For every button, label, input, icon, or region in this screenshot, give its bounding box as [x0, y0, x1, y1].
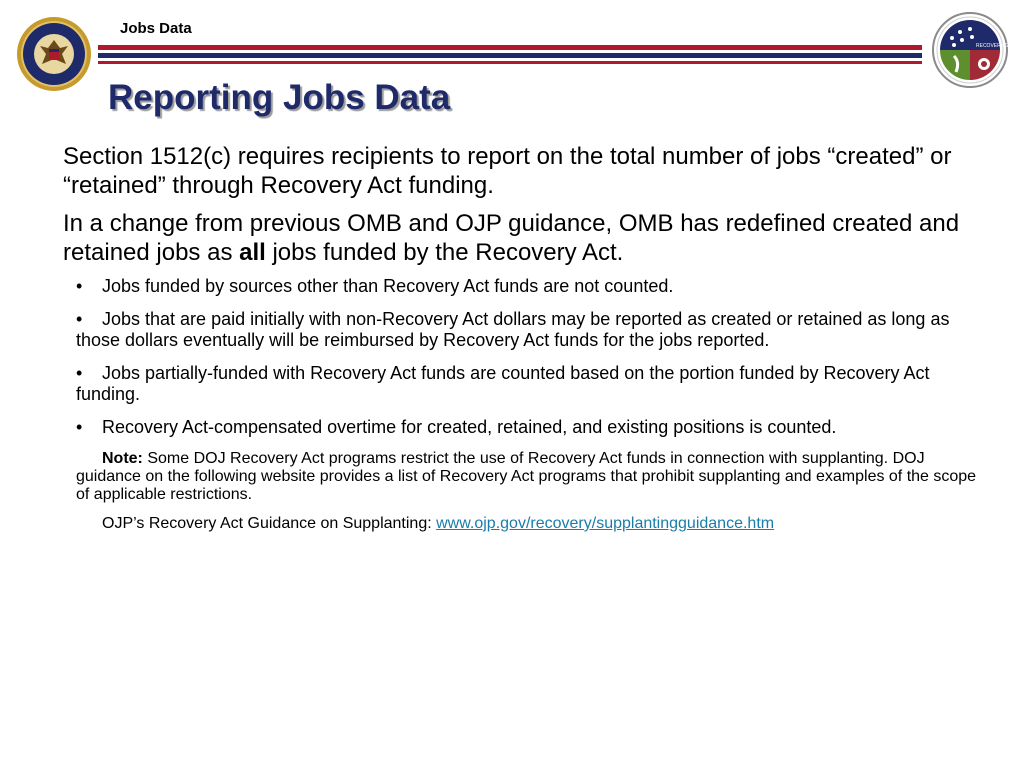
slide-body: [63, 142, 983, 544]
list-item: [76, 276, 983, 297]
reference-label: OJP’s Recovery Act Guidance on Supplanting:: [102, 515, 437, 532]
bullet-icon: •: [76, 309, 83, 329]
paragraph-omb-redefinition: [63, 209, 983, 267]
note-text: Some DOJ Recovery Act programs restrict the use of Recovery Act funds in connection with supplanting. DOJ guidance on the following website provides a list of Recovery Act programs that prohibit supplanting and examples of the scope of applicable restrictions.: [76, 450, 977, 503]
header-stripe-navy: [98, 53, 922, 58]
bullet-icon: •: [76, 417, 83, 437]
list-item-text: Jobs partially-funded with Recovery Act funds are counted based on the portion funded by Recovery Act funding.: [76, 363, 930, 404]
paragraph-text-before: In a change from previous OMB and OJP guidance, OMB has redefined created and retained jobs as: [63, 210, 960, 266]
list-item-text: Recovery Act-compensated overtime for created, retained, and existing positions is counted.: [102, 417, 837, 437]
doj-seal-icon: [16, 16, 92, 92]
supplanting-reference: [63, 515, 983, 533]
emphasis-all: all: [239, 239, 266, 266]
recovery-gov-icon: [932, 12, 1016, 88]
supplanting-guidance-link[interactable]: www.ojp.gov/recovery/supplantingguidance.htm: [436, 515, 775, 532]
list-item: [76, 363, 983, 405]
note-label: Note:: [102, 450, 143, 467]
list-item-text: Jobs funded by sources other than Recovery Act funds are not counted.: [102, 276, 674, 296]
recovery-logo-text: RECOVERY.GOV: [976, 43, 1016, 49]
list-item: [76, 309, 983, 351]
list-item-text: Jobs that are paid initially with non-Recovery Act dollars may be reported as created or retained as long as those dollars eventually will be reimbursed by Recovery Act funds for the jobs reported.: [76, 309, 950, 350]
header-stripe-red-bottom: [98, 61, 922, 64]
supplanting-note: [63, 450, 983, 504]
bullet-list: [63, 276, 983, 438]
header-stripe-red-top: [98, 45, 922, 50]
slide-title: Reporting Jobs Data: [108, 78, 451, 117]
header-section-label: Jobs Data: [120, 20, 192, 37]
bullet-icon: •: [76, 363, 83, 383]
paragraph-text-after: jobs funded by the Recovery Act.: [265, 239, 624, 266]
list-item: [76, 417, 983, 438]
bullet-icon: •: [76, 276, 83, 296]
paragraph-section-1512: Section 1512(c) requires recipients to report on the total number of jobs “created” or “retained” through Recovery Act funding.: [63, 143, 952, 199]
